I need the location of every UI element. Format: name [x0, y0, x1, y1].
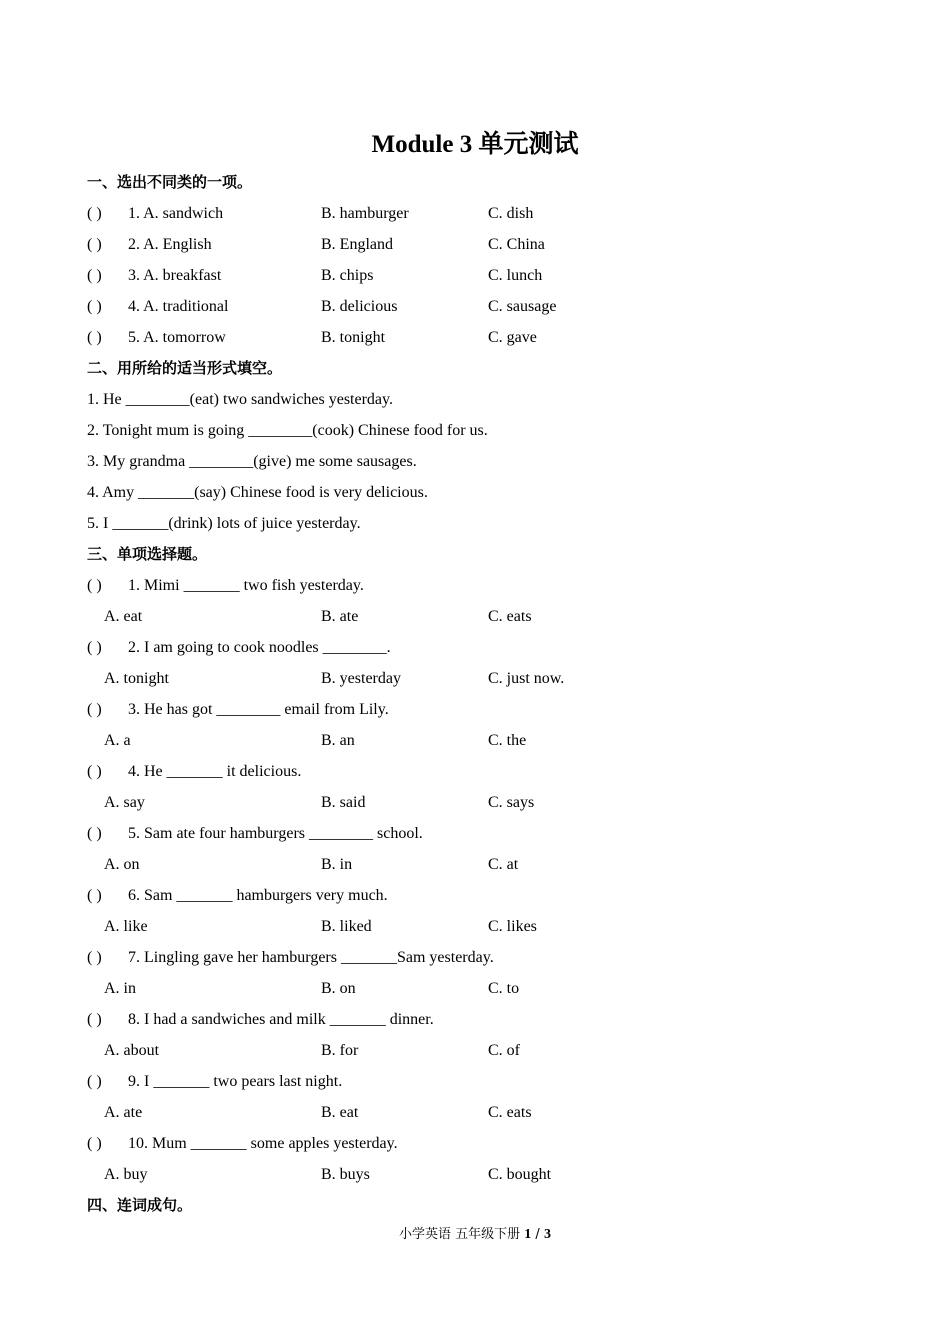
option-b: B. said — [321, 794, 366, 811]
option-b: B. tonight — [321, 329, 386, 346]
answer-bracket: ( ) — [87, 949, 102, 966]
fill-blank-text: 3. My grandma ________(give) me some sausages. — [87, 453, 417, 470]
question-row — [87, 260, 887, 291]
question-text: 4. He _______ it delicious. — [128, 763, 302, 780]
question-text: 7. Lingling gave her hamburgers _______Sam yesterday. — [128, 949, 494, 966]
question-option-a: 2. A. English — [128, 236, 212, 253]
option-c: C. lunch — [488, 267, 543, 284]
options-row — [87, 663, 887, 694]
options-row — [87, 911, 887, 942]
footer-total: 3 — [543, 1227, 551, 1242]
option-a: A. say — [104, 794, 145, 811]
answer-bracket: ( ) — [87, 205, 102, 222]
option-b: B. yesterday — [321, 670, 401, 687]
question-row — [87, 1066, 887, 1097]
option-a: A. eat — [104, 608, 143, 625]
footer-page: 1 — [524, 1227, 532, 1242]
question-text: 8. I had a sandwiches and milk _______ dinner. — [128, 1011, 434, 1028]
question-text: 3. He has got ________ email from Lily. — [128, 701, 389, 718]
option-c: C. dish — [488, 205, 534, 222]
option-a: A. like — [104, 918, 148, 935]
question-row — [87, 570, 887, 601]
answer-bracket: ( ) — [87, 1011, 102, 1028]
section4-heading: 四、连词成句。 — [87, 1196, 193, 1214]
option-c: C. gave — [488, 329, 537, 346]
option-a: A. buy — [104, 1166, 148, 1183]
question-row — [87, 322, 887, 353]
fill-blank-text: 1. He ________(eat) two sandwiches yesterday. — [87, 391, 393, 408]
question-row — [87, 818, 887, 849]
question-text: 2. I am going to cook noodles ________. — [128, 639, 391, 656]
question-text: 10. Mum _______ some apples yesterday. — [128, 1135, 398, 1152]
option-c: C. says — [488, 794, 535, 811]
section1-heading: 一、选出不同类的一项。 — [87, 173, 253, 191]
option-b: B. ate — [321, 608, 359, 625]
question-row — [87, 1004, 887, 1035]
footer-sep: / — [531, 1227, 544, 1242]
option-c: C. at — [488, 856, 519, 873]
question-row — [87, 632, 887, 663]
question-row — [87, 756, 887, 787]
options-row — [87, 973, 887, 1004]
option-b: B. on — [321, 980, 356, 997]
option-c: C. eats — [488, 608, 532, 625]
section2-heading: 二、用所给的适当形式填空。 — [87, 359, 283, 377]
option-b: B. for — [321, 1042, 359, 1059]
answer-bracket: ( ) — [87, 298, 102, 315]
option-c: C. just now. — [488, 670, 565, 687]
option-a: A. in — [104, 980, 136, 997]
option-b: B. eat — [321, 1104, 359, 1121]
option-c: C. bought — [488, 1166, 552, 1183]
question-row — [87, 694, 887, 725]
option-c: C. of — [488, 1042, 520, 1059]
question-option-a: 4. A. traditional — [128, 298, 229, 315]
question-text: 6. Sam _______ hamburgers very much. — [128, 887, 388, 904]
option-a: A. tonight — [104, 670, 169, 687]
question-option-a: 1. A. sandwich — [128, 205, 224, 222]
fill-blank-row — [87, 508, 887, 539]
question-row — [87, 198, 887, 229]
answer-bracket: ( ) — [87, 825, 102, 842]
option-b: B. delicious — [321, 298, 398, 315]
option-a: A. about — [104, 1042, 160, 1059]
option-b: B. in — [321, 856, 353, 873]
fill-blank-row — [87, 477, 887, 508]
option-c: C. China — [488, 236, 545, 253]
fill-blank-row — [87, 415, 887, 446]
footer-label: 小学英语 五年级下册 — [399, 1227, 525, 1242]
question-row — [87, 880, 887, 911]
fill-blank-text: 5. I _______(drink) lots of juice yesterday. — [87, 515, 361, 532]
answer-bracket: ( ) — [87, 639, 102, 656]
worksheet-body — [87, 167, 887, 1221]
fill-blank-text: 2. Tonight mum is going ________(cook) Chinese food for us. — [87, 422, 488, 439]
question-text: 5. Sam ate four hamburgers ________ school. — [128, 825, 423, 842]
answer-bracket: ( ) — [87, 701, 102, 718]
option-c: C. eats — [488, 1104, 532, 1121]
fill-blank-row — [87, 384, 887, 415]
option-b: B. hamburger — [321, 205, 409, 222]
question-option-a: 5. A. tomorrow — [128, 329, 226, 346]
options-row — [87, 1159, 887, 1190]
options-row — [87, 1097, 887, 1128]
option-b: B. an — [321, 732, 355, 749]
option-b: B. chips — [321, 267, 374, 284]
option-c: C. sausage — [488, 298, 557, 315]
option-c: C. to — [488, 980, 520, 997]
option-c: C. likes — [488, 918, 537, 935]
fill-blank-text: 4. Amy _______(say) Chinese food is very delicious. — [87, 484, 428, 501]
fill-blank-row — [87, 446, 887, 477]
answer-bracket: ( ) — [87, 1073, 102, 1090]
option-c: C. the — [488, 732, 527, 749]
question-text: 1. Mimi _______ two fish yesterday. — [128, 577, 364, 594]
page-footer — [0, 1223, 950, 1243]
question-row — [87, 291, 887, 322]
question-option-a: 3. A. breakfast — [128, 267, 222, 284]
answer-bracket: ( ) — [87, 763, 102, 780]
answer-bracket: ( ) — [87, 887, 102, 904]
option-b: B. liked — [321, 918, 372, 935]
option-a: A. on — [104, 856, 140, 873]
options-row — [87, 725, 887, 756]
question-text: 9. I _______ two pears last night. — [128, 1073, 343, 1090]
option-a: A. ate — [104, 1104, 143, 1121]
options-row — [87, 849, 887, 880]
answer-bracket: ( ) — [87, 1135, 102, 1152]
question-row — [87, 942, 887, 973]
options-row — [87, 787, 887, 818]
option-b: B. England — [321, 236, 393, 253]
answer-bracket: ( ) — [87, 236, 102, 253]
answer-bracket: ( ) — [87, 267, 102, 284]
page-title: Module 3 单元测试 — [371, 131, 579, 158]
section3-heading: 三、单项选择题。 — [87, 545, 208, 563]
option-a: A. a — [104, 732, 131, 749]
question-row — [87, 229, 887, 260]
question-row — [87, 1128, 887, 1159]
option-b: B. buys — [321, 1166, 370, 1183]
answer-bracket: ( ) — [87, 577, 102, 594]
answer-bracket: ( ) — [87, 329, 102, 346]
options-row — [87, 601, 887, 632]
options-row — [87, 1035, 887, 1066]
